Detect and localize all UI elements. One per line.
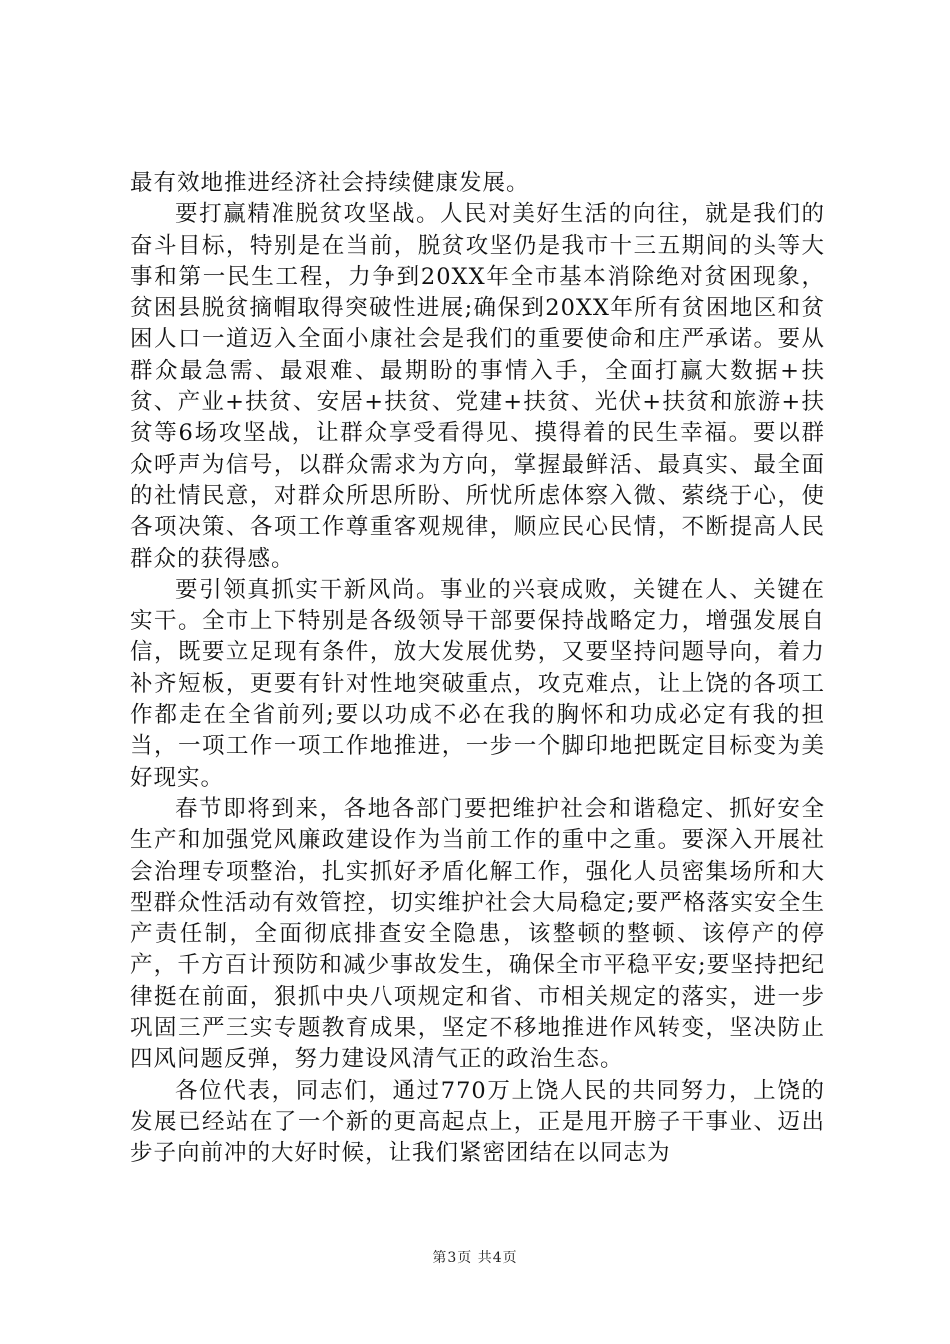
document-body	[130, 168, 825, 1170]
paragraph-3: 要引领真抓实干新风尚。事业的兴衰成败，关键在人、关键在实干。全市上下特别是各级领导干部要保持战略定力，增强发展自信，既要立足现有条件，放大发展优势，又要坚持问题导向，着力补齐短板，更要有针对性地突破重点，攻克难点，让上饶的各项工作都走在全省前列;要以功成不必在我的胸怀和功成必定有我的担当，一项工作一项工作地推进，一步一个脚印地把既定目标变为美好现实。	[130, 576, 825, 791]
paragraph-2: 要打赢精准脱贫攻坚战。人民对美好生活的向往，就是我们的奋斗目标，特别是在当前，脱贫攻坚仍是我市十三五期间的头等大事和第一民生工程，力争到20XX年全市基本消除绝对贫困现象，贫困县脱贫摘帽取得突破性进展;确保到20XX年所有贫困地区和贫困人口一道迈入全面小康社会是我们的重要使命和庄严承诺。要从群众最急需、最艰难、最期盼的事情入手，全面打赢大数据+扶贫、产业+扶贫、安居+扶贫、党建+扶贫、光伏+扶贫和旅游+扶贫等6场攻坚战，让群众享受看得见、摸得着的民生幸福。要以群众呼声为信号，以群众需求为方向，掌握最鲜活、最真实、最全面的社情民意，对群众所思所盼、所忧所虑体察入微、萦绕于心，使各项决策、各项工作尊重客观规律，顺应民心民情，不断提高人民群众的获得感。	[130, 201, 825, 572]
page-number-footer: 第3页 共4页	[432, 1250, 518, 1266]
paragraph-5: 各位代表，同志们，通过770万上饶人民的共同努力，上饶的发展已经站在了一个新的更高起点上，正是甩开膀子干事业、迈出步子向前冲的大好时候，让我们紧密团结在以同志为	[130, 1077, 825, 1167]
paragraph-4: 春节即将到来，各地各部门要把维护社会和谐稳定、抓好安全生产和加强党风廉政建设作为当前工作的重中之重。要深入开展社会治理专项整治，扎实抓好矛盾化解工作，强化人员密集场所和大型群众性活动有效管控，切实维护社会大局稳定;要严格落实安全生产责任制，全面彻底排查安全隐患，该整顿的整顿、该停产的停产，千方百计预防和减少事故发生，确保全市平稳平安;要坚持把纪律挺在前面，狠抓中央八项规定和省、市相关规定的落实，进一步巩固三严三实专题教育成果，坚定不移地推进作风转变，坚决防止四风问题反弹，努力建设风清气正的政治生态。	[130, 795, 825, 1073]
paragraph-1: 最有效地推进经济社会持续健康发展。	[130, 170, 530, 196]
